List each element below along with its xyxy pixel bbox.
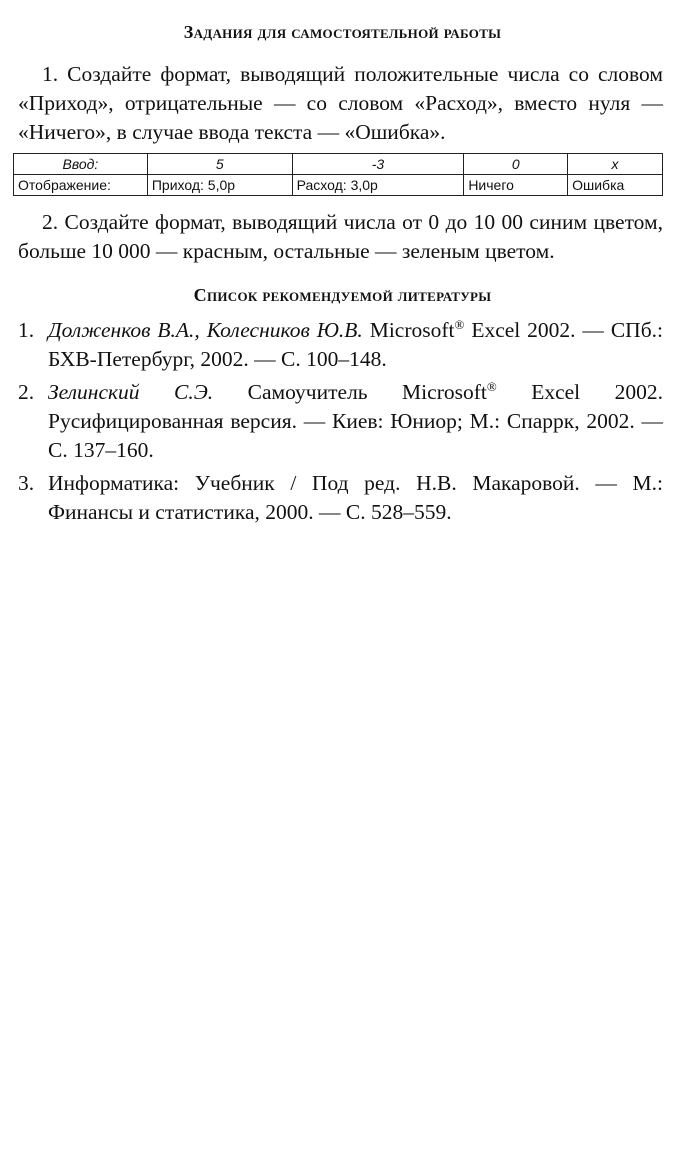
tasks-heading: Задания для самостоятельной работы — [183, 22, 502, 42]
reference-title: Microsoft — [369, 318, 455, 342]
table-row-output — [14, 175, 663, 196]
output-label-cell: Отображение: — [14, 175, 148, 196]
task-2-text: 2. Создайте формат, выводящий числа от 0 до 10 00 синим цветом, больше 10 000 — красным, остальные — зеленым цветом. — [18, 210, 663, 263]
reference-authors: Долженков В.А., Колесников Ю.В. — [48, 318, 363, 342]
registered-mark: ® — [486, 379, 497, 394]
table-row-input — [14, 154, 663, 175]
input-cell: 0 — [464, 154, 568, 175]
input-cell: x — [568, 154, 663, 175]
input-label-cell: Ввод: — [14, 154, 148, 175]
reference-details: Excel 2002. Русифицированная версия. — Киев: Юниор; М.: Спаррк, 2002. — С. 137–160. — [48, 380, 663, 462]
reference-item — [18, 316, 663, 374]
output-cell: Приход: 5,0р — [147, 175, 292, 196]
registered-mark: ® — [454, 317, 465, 332]
format-example-table — [13, 153, 663, 196]
reference-item — [18, 469, 663, 527]
reference-number: 1. — [18, 318, 35, 342]
input-cell: 5 — [147, 154, 292, 175]
reference-details: Excel 2002. — СПб.: БХВ-Петербург, 2002. — С. 100–148. — [48, 318, 663, 371]
task-1-text: 1. Создайте формат, выводящий положительные числа со словом «Приход», отрицательные — со словом «Расход», вместо нуля — «Ничего», в случае ввода текста — «Ошибка». — [18, 62, 663, 144]
reference-number: 2. — [18, 380, 35, 404]
reference-details: Информатика: Учебник / Под ред. Н.В. Макаровой. — М.: Финансы и статистика, 2000. — С. 528–559. — [48, 471, 663, 524]
reference-number: 3. — [18, 471, 35, 495]
output-cell: Ошибка — [568, 175, 663, 196]
reference-authors: Зелинский С.Э. — [48, 380, 214, 404]
output-cell: Расход: 3,0р — [292, 175, 464, 196]
input-cell: -3 — [292, 154, 464, 175]
reference-title: Самоучитель Microsoft — [247, 380, 487, 404]
references-heading: Список рекомендуемой литературы — [193, 285, 492, 305]
references-list — [18, 316, 663, 531]
reference-item — [18, 378, 663, 465]
output-cell: Ничего — [464, 175, 568, 196]
